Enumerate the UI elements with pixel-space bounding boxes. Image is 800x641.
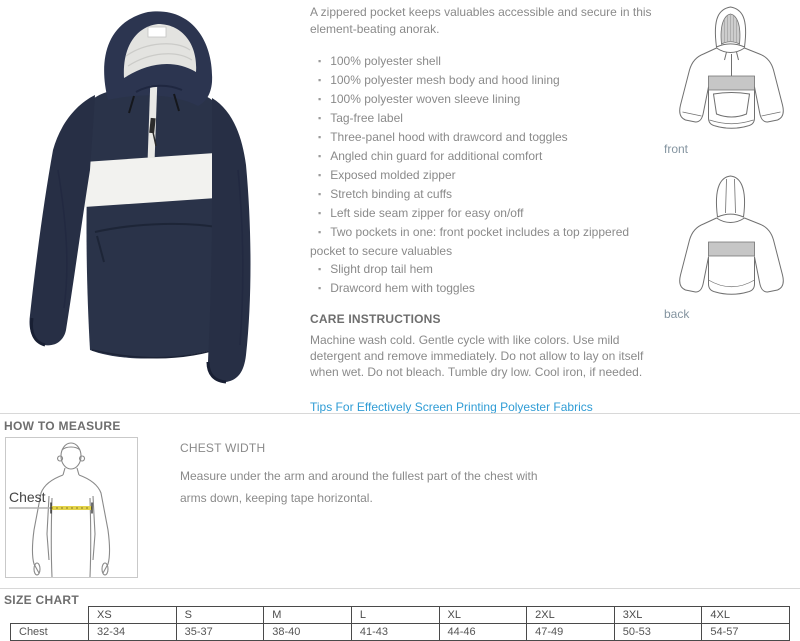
back-view-drawing [662,172,800,300]
size-row-label: Chest [11,624,89,641]
back-view-label: back [664,307,690,321]
product-description [310,4,655,414]
product-intro: A zippered pocket keeps valuables accessible and secure in this element-beating anorak. [310,5,652,36]
care-instructions-heading: CARE INSTRUCTIONS [310,312,441,326]
size-column-header: S [176,607,264,624]
size-column-header: XL [439,607,527,624]
size-chart-header-row [11,607,790,624]
chest-measure-figure [6,438,137,577]
feature-list [310,52,655,298]
feature-item: ▪ Two pockets in one: front pocket includes a top zippered pocket to secure valuables [310,223,655,260]
anorak-jacket-photo-illustration [0,0,300,410]
feature-item: ▪ Slight drop tail hem [310,260,655,279]
feature-item: ▪ Drawcord hem with toggles [310,279,655,298]
feature-item: ▪ 100% polyester woven sleeve lining [310,90,655,109]
front-view-label: front [664,142,689,156]
size-chart-table [10,606,790,641]
measure-diagram-box [5,437,138,578]
size-cell: 47-49 [527,624,615,641]
size-cell: 35-37 [176,624,264,641]
size-column-header: L [351,607,439,624]
size-column-header: 3XL [614,607,702,624]
size-chart-corner-cell [11,607,89,624]
feature-item: ▪ 100% polyester mesh body and hood lining [310,71,655,90]
section-divider [0,588,800,589]
size-cell: 44-46 [439,624,527,641]
size-column-header: 4XL [702,607,790,624]
chest-width-heading: CHEST WIDTH [180,441,266,455]
measure-instructions [180,441,540,509]
product-photo [0,0,300,410]
how-to-measure-heading: HOW TO MEASURE [4,419,121,433]
chest-width-text: Measure under the arm and around the fullest part of the chest with arms down, keeping tape horizontal. [180,469,538,505]
chest-diagram-label: Chest [9,489,46,505]
feature-item: ▪ Angled chin guard for additional comfort [310,147,655,166]
size-cell: 50-53 [614,624,702,641]
feature-item: ▪ Tag-free label [310,109,655,128]
size-cell: 41-43 [351,624,439,641]
garment-views [662,2,800,337]
screen-printing-tips-link[interactable]: Tips For Effectively Screen Printing Polyester Fabrics [310,400,593,414]
feature-item: ▪ Left side seam zipper for easy on/off [310,204,655,223]
size-column-header: M [264,607,352,624]
feature-item: ▪ Stretch binding at cuffs [310,185,655,204]
feature-item: ▪ Exposed molded zipper [310,166,655,185]
care-instructions-text: Machine wash cold. Gentle cycle with like colors. Use mild detergent and remove immediately. Do not allow to lay on itself when wet. Do not bleach. Tumble dry low. Cool iron, if needed. [310,333,644,379]
size-cell: 54-57 [702,624,790,641]
feature-item: ▪ 100% polyester shell [310,52,655,71]
size-cell: 32-34 [89,624,177,641]
section-divider [0,413,800,414]
front-view-drawing [662,2,800,135]
table-row [11,624,790,641]
size-column-header: XS [89,607,177,624]
feature-item: ▪ Three-panel hood with drawcord and toggles [310,128,655,147]
size-chart-heading: SIZE CHART [4,593,79,607]
size-column-header: 2XL [527,607,615,624]
size-cell: 38-40 [264,624,352,641]
